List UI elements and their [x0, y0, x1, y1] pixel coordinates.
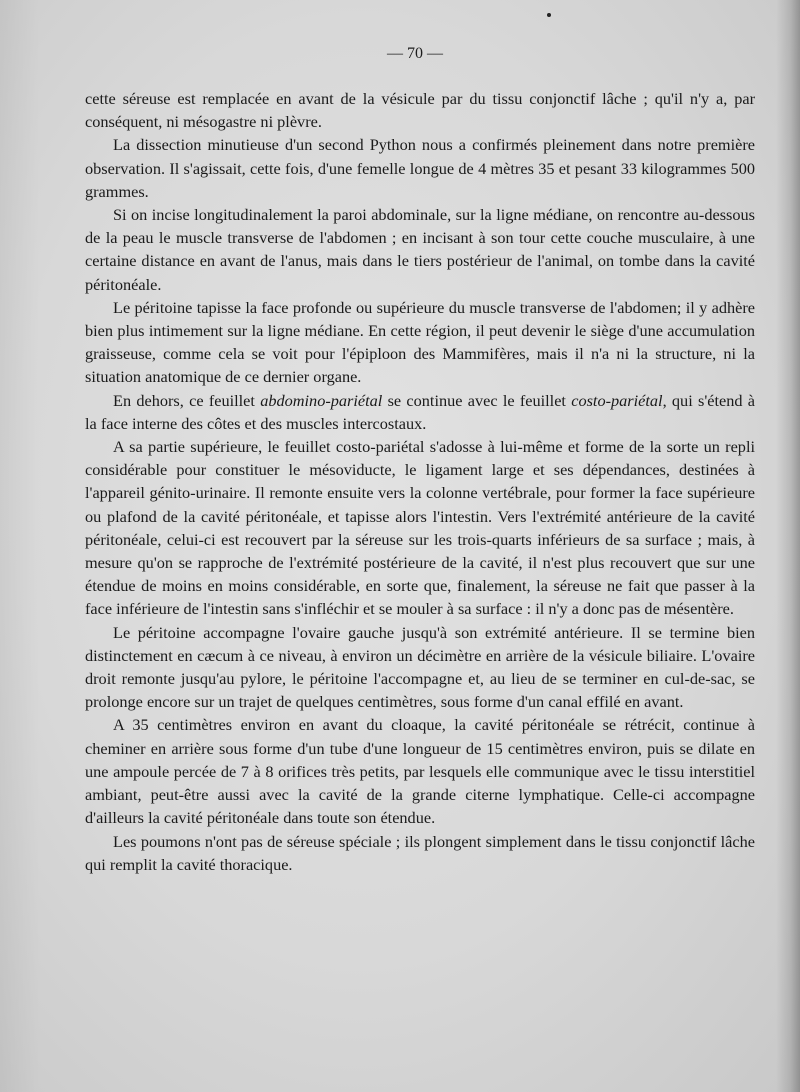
page-number: — 70 —	[387, 45, 443, 62]
paragraph-text: La dissection minutieuse d'un second Python nous a confirmés pleinement dans notre première observation. Il s'agissait, cette fois, d'une femelle longue de 4 mètres 35 et pesant 33 kilogrammes 500 grammes.	[85, 135, 755, 201]
paragraph-text: Les poumons n'ont pas de séreuse spéciale ; ils plongent simplement dans le tissu conjonctif lâche qui remplit la cavité thoracique.	[85, 831, 755, 874]
italic-term: abdomino-pariétal	[260, 390, 383, 410]
page-shadow-right	[776, 0, 800, 1092]
paragraph-text: Le péritoine accompagne l'ovaire gauche jusqu'à son extrémité antérieure. Il se termine bien distinctement en cæcum à ce niveau, à environ un décimètre en arrière de la vésicule biliaire. L'ovaire droit remonte jusqu'au pylore, le péritoine l'accompagne et, au lieu de se terminer en cul-de-sac, se prolonge encore sur un trajet de quelques centimètres, sous forme d'un canal effilé en avant.	[85, 622, 755, 712]
paragraph	[85, 389, 755, 435]
paragraph-text: A sa partie supérieure, le feuillet costo-pariétal s'adosse à lui-même et forme de la sorte un repli considérable pour constituer le mésoviducte, le ligament large et ses dépendances, destinées à l'appareil génito-urinaire. Il remonte ensuite vers la colonne vertébrale, pour former la face supérieure ou plafond de la cavité péritonéale, et tapisse alors l'intestin. Vers l'extrémité antérieure de la cavité péritonéale, celui-ci est recouvert par la séreuse sur les trois-quarts inférieurs de sa surface ; mais, à mesure qu'on se rapproche de l'extrémité postérieure de la cavité, il n'est plus recouvert que sur une étendue de moins en moins considérable, en sorte que, finalement, la séreuse ne fait que passer à la face inférieure de l'intestin sans s'infléchir et se mouler à sa surface : il n'y a donc pas de mésentère.	[85, 437, 755, 619]
ink-speck	[547, 13, 551, 17]
italic-term: costo-pariétal	[571, 390, 663, 410]
paragraph	[85, 621, 755, 714]
paragraph-text: A 35 centimètres environ en avant du cloaque, la cavité péritonéale se rétrécit, continue à cheminer en arrière sous forme d'un tube d'une longueur de 15 centimètres environ, puis se dilate en une ampoule percée de 7 à 8 orifices très petits, par lesquels elle communique avec le tissu interstitiel ambiant, peut-être aussi avec la cavité de la grande citerne lymphatique. Celle-ci accompagne d'ailleurs la cavité péritonéale dans toute son étendue.	[85, 715, 755, 828]
body-text	[85, 87, 755, 876]
paragraph-text: Si on incise longitudinalement la paroi abdominale, sur la ligne médiane, on rencontre au-dessous de la peau le muscle transverse de l'abdomen ; en incisant à son tour cette couche musculaire, à une certaine distance en avant de l'anus, mais dans le tiers postérieur de l'animal, on tombe dans la cavité péritonéale.	[85, 205, 755, 294]
paragraph	[85, 830, 755, 876]
page-shadow-left	[0, 0, 40, 1092]
paragraph-text: Le péritoine tapisse la face profonde ou supérieure du muscle transverse de l'abdomen; il y adhère bien plus intimement sur la ligne médiane. En cette région, il peut devenir le siège d'une accumulation graisseuse, comme cela se voit pour l'épiploon des Mammifères, mais il n'a ni la structure, ni la situation anatomique de ce dernier organe.	[85, 297, 755, 387]
paragraph	[85, 133, 755, 203]
paragraph	[85, 435, 755, 621]
paragraph	[85, 296, 755, 389]
paragraph	[85, 713, 755, 829]
paragraph-text: , qui s'étend à la face interne des côtes et des muscles intercostaux.	[85, 390, 756, 433]
paragraph-text: se continue avec le feuillet	[382, 390, 572, 410]
paragraph	[85, 87, 755, 133]
paragraph-text: cette séreuse est remplacée en avant de la vésicule par du tissu conjonctif lâche ; qu'il n'y a, par conséquent, ni mésogastre ni plèvre.	[85, 89, 755, 132]
paragraph-text: En dehors, ce feuillet	[113, 390, 261, 410]
paragraph	[85, 203, 755, 296]
